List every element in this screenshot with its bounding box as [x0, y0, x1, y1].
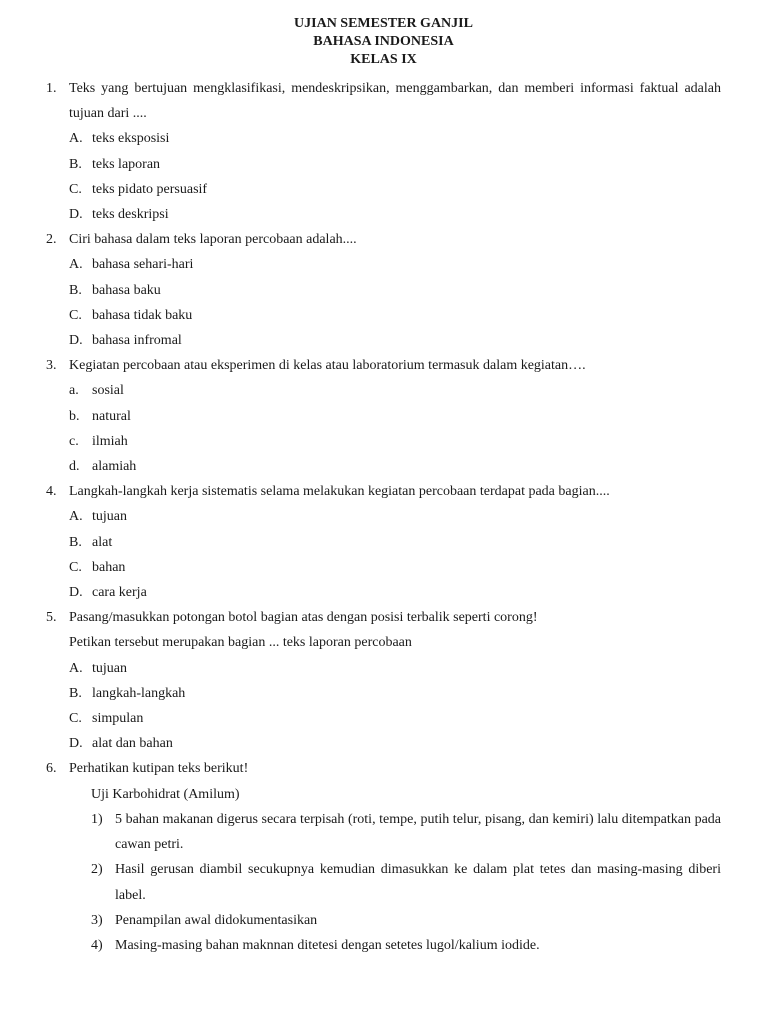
option-a	[69, 504, 721, 529]
step-text: Penampilan awal didokumentasikan	[115, 912, 318, 928]
option-letter: C.	[69, 711, 82, 727]
option-text: bahan	[92, 559, 126, 575]
option-text: ilmiah	[92, 433, 128, 449]
option-letter: C.	[69, 559, 82, 575]
option-letter: B.	[69, 685, 82, 701]
option-letter: A.	[69, 131, 83, 147]
option-a	[69, 378, 721, 403]
question-4	[46, 479, 721, 605]
question-prompt: Petikan tersebut merupakan bagian ... teks laporan percobaan	[69, 635, 412, 651]
option-c	[69, 177, 721, 202]
option-d	[69, 328, 721, 353]
option-letter: C.	[69, 307, 82, 323]
option-a	[69, 126, 721, 151]
option-letter: B.	[69, 156, 82, 172]
option-text: alamiah	[92, 459, 137, 475]
option-letter: D.	[69, 736, 83, 752]
option-text: teks pidato persuasif	[92, 181, 208, 197]
question-number: 5.	[46, 610, 57, 626]
option-text: cara kerja	[92, 585, 147, 601]
option-text: teks eksposisi	[92, 131, 170, 147]
question-number: 4.	[46, 484, 57, 500]
question-text: Pasang/masukkan potongan botol bagian atas dengan posisi terbalik seperti corong!	[69, 610, 538, 626]
question-3	[46, 353, 721, 479]
option-b	[69, 404, 721, 429]
option-c	[69, 555, 721, 580]
option-letter: A.	[69, 660, 83, 676]
option-d	[69, 202, 721, 227]
question-number: 3.	[46, 358, 57, 374]
step-number: 1)	[91, 811, 103, 827]
option-d	[69, 454, 721, 479]
option-text: natural	[92, 408, 131, 424]
excerpt-step-4	[91, 933, 721, 958]
excerpt-step-1	[91, 807, 721, 857]
option-text: simpulan	[92, 711, 144, 727]
question-text: Kegiatan percobaan atau eksperimen di kelas atau laboratorium termasuk dalam kegiatan….	[69, 358, 586, 374]
option-letter: b.	[69, 408, 80, 424]
exam-title: UJIAN SEMESTER GANJIL	[294, 16, 473, 31]
question-body	[69, 353, 721, 479]
option-text: alat	[92, 534, 113, 550]
question-text: Teks yang bertujuan mengklasifikasi, mendeskripsikan, menggambarkan, dan memberi informasi faktual adalah tujuan dari ....	[69, 81, 721, 122]
option-letter: D.	[69, 207, 83, 223]
question-text: Perhatikan kutipan teks berikut!	[69, 761, 249, 777]
option-c	[69, 303, 721, 328]
question-6	[46, 756, 721, 958]
option-letter: D.	[69, 333, 83, 349]
option-text: sosial	[92, 383, 124, 399]
option-text: teks laporan	[92, 156, 161, 172]
option-b	[69, 152, 721, 177]
exam-class: KELAS IX	[350, 52, 417, 67]
option-a	[69, 656, 721, 681]
excerpt-title: Uji Karbohidrat (Amilum)	[91, 786, 240, 802]
step-number: 3)	[91, 912, 103, 928]
option-d	[69, 580, 721, 605]
option-letter: A.	[69, 257, 83, 273]
step-number: 4)	[91, 937, 103, 953]
option-text: tujuan	[92, 509, 127, 525]
option-letter: D.	[69, 585, 83, 601]
step-text: Masing-masing bahan maknnan ditetesi dengan setetes lugol/kalium iodide.	[115, 937, 540, 953]
question-text: Langkah-langkah kerja sistematis selama melakukan kegiatan percobaan terdapat pada bagian....	[69, 484, 610, 500]
excerpt-step-3	[91, 908, 721, 933]
question-body	[69, 227, 721, 353]
option-b	[69, 530, 721, 555]
option-letter: B.	[69, 534, 82, 550]
question-body	[69, 605, 721, 756]
question-2	[46, 227, 721, 353]
option-text: bahasa baku	[92, 282, 161, 298]
option-b	[69, 681, 721, 706]
text-excerpt	[69, 782, 721, 958]
question-number: 2.	[46, 232, 57, 248]
question-text: Ciri bahasa dalam teks laporan percobaan adalah....	[69, 232, 357, 248]
exam-subject: BAHASA INDONESIA	[313, 34, 454, 49]
option-text: bahasa sehari-hari	[92, 257, 194, 273]
step-number: 2)	[91, 862, 103, 878]
option-text: bahasa infromal	[92, 333, 182, 349]
option-c	[69, 429, 721, 454]
option-letter: a.	[69, 383, 79, 399]
option-text: langkah-langkah	[92, 685, 186, 701]
option-b	[69, 278, 721, 303]
option-text: teks deskripsi	[92, 207, 169, 223]
step-text: 5 bahan makanan digerus secara terpisah (roti, tempe, putih telur, pisang, dan kemiri) lalu ditempatkan pada cawan petri.	[115, 811, 721, 853]
option-text: bahasa tidak baku	[92, 307, 193, 323]
exam-header	[46, 15, 721, 69]
question-body	[69, 76, 721, 227]
option-letter: c.	[69, 433, 79, 449]
option-letter: d.	[69, 459, 80, 475]
option-c	[69, 706, 721, 731]
option-text: tujuan	[92, 660, 127, 676]
option-letter: A.	[69, 509, 83, 525]
question-number: 1.	[46, 81, 57, 96]
excerpt-step-2	[91, 857, 721, 907]
option-d	[69, 731, 721, 756]
step-text: Hasil gerusan diambil secukupnya kemudian dimasukkan ke dalam plat tetes dan masing-masing diberi label.	[115, 862, 721, 903]
option-letter: C.	[69, 181, 82, 197]
question-number: 6.	[46, 761, 57, 777]
option-letter: B.	[69, 282, 82, 298]
question-body	[69, 756, 721, 958]
question-5	[46, 605, 721, 756]
option-text: alat dan bahan	[92, 736, 173, 752]
option-a	[69, 252, 721, 277]
question-1	[46, 76, 721, 227]
question-body	[69, 479, 721, 605]
